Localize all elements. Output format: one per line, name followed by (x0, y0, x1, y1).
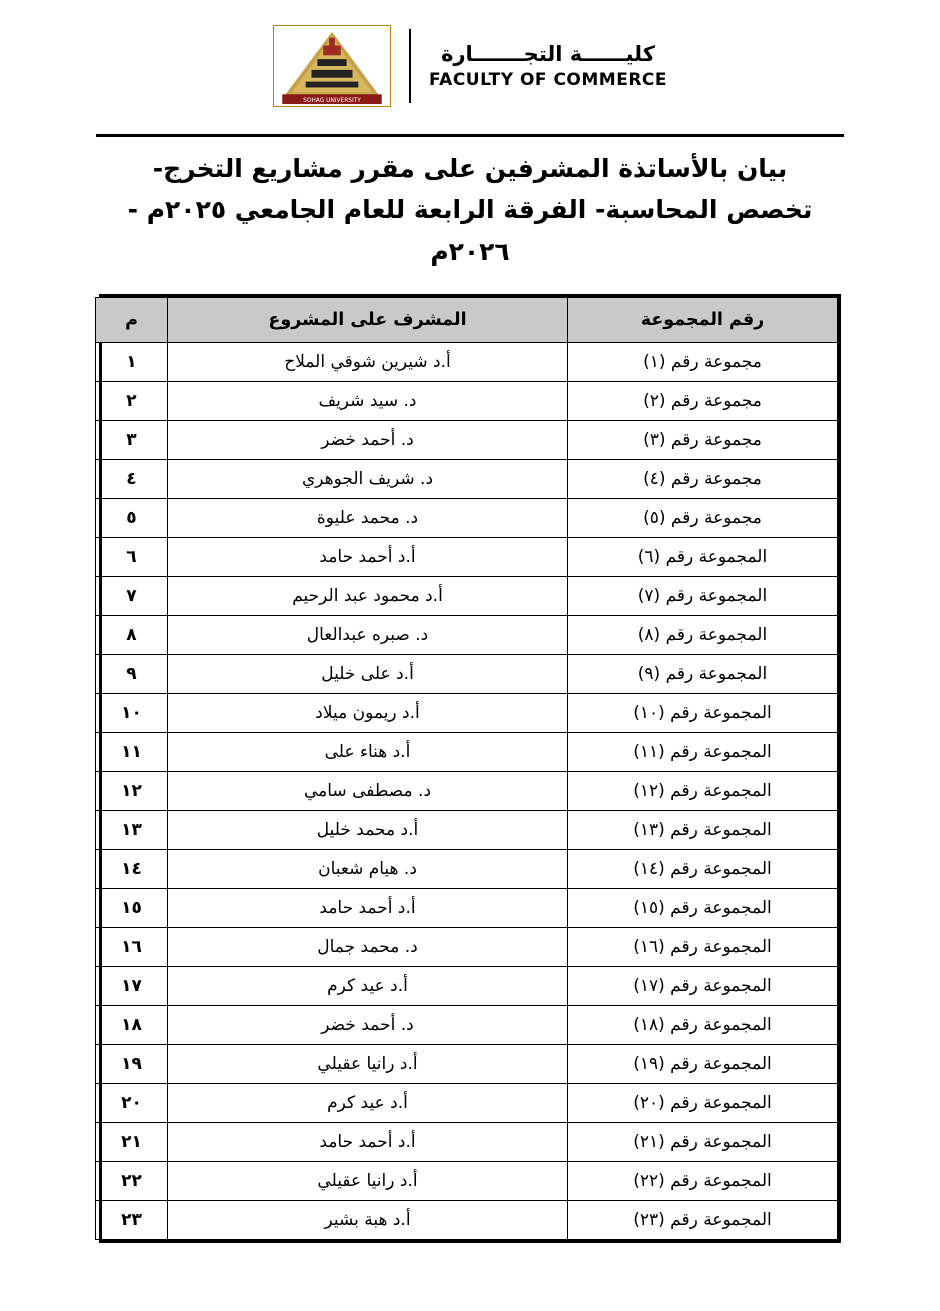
table-row (96, 810, 838, 849)
cell-group: مجموعة رقم (١) (568, 342, 838, 381)
column-header-supervisor: المشرف على المشروع (168, 297, 568, 342)
table-row (96, 888, 838, 927)
cell-supervisor: د. مصطفى سامي (168, 771, 568, 810)
table-row (96, 654, 838, 693)
cell-group: مجموعة رقم (٢) (568, 381, 838, 420)
cell-number: ١٧ (96, 966, 168, 1005)
table-row (96, 1161, 838, 1200)
table-row (96, 576, 838, 615)
cell-supervisor: د. صبره عبدالعال (168, 615, 568, 654)
cell-supervisor: د. هيام شعبان (168, 849, 568, 888)
cell-supervisor: أ.د أحمد حامد (168, 537, 568, 576)
table-header-row (96, 297, 838, 342)
cell-number: ١٩ (96, 1044, 168, 1083)
cell-number: ٧ (96, 576, 168, 615)
cell-supervisor: د. أحمد خضر (168, 1005, 568, 1044)
cell-number: ٤ (96, 459, 168, 498)
cell-group: المجموعة رقم (٨) (568, 615, 838, 654)
cell-supervisor: د. محمد جمال (168, 927, 568, 966)
cell-supervisor: د. محمد عليوة (168, 498, 568, 537)
table-row (96, 966, 838, 1005)
column-header-group: رقم المجموعة (568, 297, 838, 342)
table-row (96, 732, 838, 771)
table-row (96, 459, 838, 498)
cell-group: مجموعة رقم (٤) (568, 459, 838, 498)
cell-supervisor: أ.د رانيا عقيلي (168, 1161, 568, 1200)
cell-number: ١٨ (96, 1005, 168, 1044)
cell-supervisor: أ.د هبة بشير (168, 1200, 568, 1239)
table-row (96, 1122, 838, 1161)
cell-group: المجموعة رقم (١٠) (568, 693, 838, 732)
sohag-university-logo (273, 25, 391, 107)
table-row (96, 771, 838, 810)
cell-number: ١١ (96, 732, 168, 771)
cell-group: المجموعة رقم (٧) (568, 576, 838, 615)
header-rule (96, 134, 844, 137)
cell-supervisor: د. سيد شريف (168, 381, 568, 420)
cell-number: ١٦ (96, 927, 168, 966)
cell-supervisor: أ.د على خليل (168, 654, 568, 693)
column-header-number: م (96, 297, 168, 342)
cell-supervisor: د. أحمد خضر (168, 420, 568, 459)
header-divider (409, 29, 411, 103)
cell-number: ٢٢ (96, 1161, 168, 1200)
table-row (96, 693, 838, 732)
table-row (96, 381, 838, 420)
svg-text:SOHAG UNIVERSITY: SOHAG UNIVERSITY (303, 98, 361, 105)
cell-group: مجموعة رقم (٣) (568, 420, 838, 459)
cell-group: المجموعة رقم (٢٢) (568, 1161, 838, 1200)
cell-number: ٨ (96, 615, 168, 654)
cell-group: المجموعة رقم (٢٠) (568, 1083, 838, 1122)
table-row (96, 498, 838, 537)
cell-supervisor: أ.د أحمد حامد (168, 1122, 568, 1161)
cell-group: المجموعة رقم (١٩) (568, 1044, 838, 1083)
faculty-name-arabic: كليــــــة التجـــــــارة (441, 41, 655, 66)
cell-supervisor: أ.د هناء على (168, 732, 568, 771)
cell-group: المجموعة رقم (١٣) (568, 810, 838, 849)
cell-number: ١٣ (96, 810, 168, 849)
cell-number: ١٥ (96, 888, 168, 927)
supervisors-table (95, 297, 838, 1240)
page-title: بيان بالأساتذة المشرفين على مقرر مشاريع التخرج- تخصص المحاسبة- الفرقة الرابعة للعام الجامعي ٢٠٢٥م - ٢٠٢٦م (127, 154, 813, 266)
document-header (0, 0, 940, 105)
faculty-name-block (423, 41, 667, 92)
supervisors-table-container (99, 294, 841, 1243)
faculty-name-english: FACULTY OF COMMERCE (429, 70, 667, 90)
table-body (96, 342, 838, 1239)
cell-supervisor: أ.د محمود عبد الرحيم (168, 576, 568, 615)
cell-group: المجموعة رقم (١٤) (568, 849, 838, 888)
table-row (96, 1005, 838, 1044)
cell-supervisor: د. شريف الجوهري (168, 459, 568, 498)
cell-group: المجموعة رقم (٦) (568, 537, 838, 576)
table-row (96, 1200, 838, 1239)
cell-number: ٢ (96, 381, 168, 420)
cell-group: المجموعة رقم (١٢) (568, 771, 838, 810)
cell-number: ١ (96, 342, 168, 381)
table-row (96, 849, 838, 888)
table-row (96, 1083, 838, 1122)
cell-group: المجموعة رقم (١٧) (568, 966, 838, 1005)
cell-group: المجموعة رقم (١١) (568, 732, 838, 771)
cell-number: ١٤ (96, 849, 168, 888)
cell-group: المجموعة رقم (١٥) (568, 888, 838, 927)
cell-number: ٢٣ (96, 1200, 168, 1239)
cell-supervisor: أ.د ريمون ميلاد (168, 693, 568, 732)
cell-group: مجموعة رقم (٥) (568, 498, 838, 537)
cell-supervisor: أ.د أحمد حامد (168, 888, 568, 927)
table-row (96, 537, 838, 576)
cell-number: ٢٠ (96, 1083, 168, 1122)
cell-supervisor: أ.د عيد كرم (168, 1083, 568, 1122)
table-row (96, 342, 838, 381)
cell-number: ١٠ (96, 693, 168, 732)
cell-number: ٢١ (96, 1122, 168, 1161)
table-row (96, 615, 838, 654)
cell-group: المجموعة رقم (١٦) (568, 927, 838, 966)
cell-group: المجموعة رقم (٢١) (568, 1122, 838, 1161)
cell-supervisor: أ.د محمد خليل (168, 810, 568, 849)
cell-number: ٦ (96, 537, 168, 576)
table-row (96, 1044, 838, 1083)
table-row (96, 420, 838, 459)
table-row (96, 927, 838, 966)
cell-number: ٩ (96, 654, 168, 693)
cell-supervisor: أ.د عيد كرم (168, 966, 568, 1005)
cell-group: المجموعة رقم (٩) (568, 654, 838, 693)
cell-supervisor: أ.د شيرين شوقي الملاح (168, 342, 568, 381)
cell-group: المجموعة رقم (١٨) (568, 1005, 838, 1044)
cell-number: ٣ (96, 420, 168, 459)
cell-number: ١٢ (96, 771, 168, 810)
cell-supervisor: أ.د رانيا عقيلي (168, 1044, 568, 1083)
cell-group: المجموعة رقم (٢٣) (568, 1200, 838, 1239)
cell-number: ٥ (96, 498, 168, 537)
